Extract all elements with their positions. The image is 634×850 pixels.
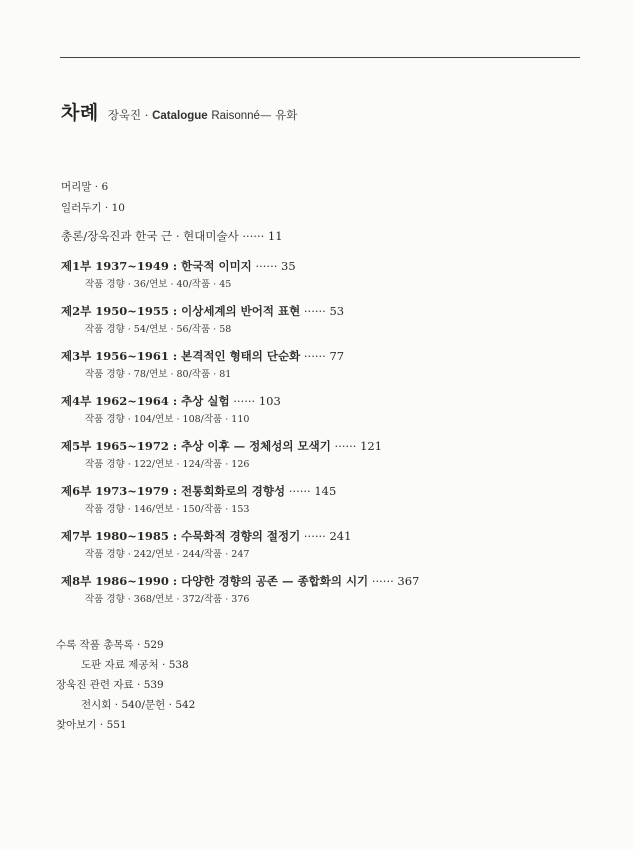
front-matter: [61, 177, 125, 219]
part-page: ······ 53: [303, 304, 345, 318]
credits-entry: 도판 자료 제공처 · 538: [81, 659, 189, 671]
author-name: 장욱진 ·: [107, 108, 149, 122]
part-page: ······ 77: [303, 349, 345, 363]
part-page: ······ 121: [334, 439, 383, 453]
materials-entry: 장욱진 관련 자료 · 539: [56, 679, 164, 691]
part-entry: [61, 301, 419, 346]
catalog-entry: 수록 작품 총목록 · 529: [56, 639, 164, 651]
back-matter: [56, 635, 195, 735]
part-entry: [61, 481, 419, 526]
part-page: ······ 145: [288, 484, 337, 498]
part-page: ······ 103: [233, 394, 281, 408]
part-title: 제4부 1962~1964 : 추상 실험: [61, 394, 230, 408]
part-entry: [61, 346, 419, 391]
front-matter-item: 머리말 · 6: [61, 181, 109, 193]
toc-subtitle: [108, 108, 298, 122]
part-subentries: 작품 경향 · 54/연보 · 56/작품 · 58: [85, 324, 232, 335]
part-subentries: 작품 경향 · 368/연보 · 372/작품 · 376: [85, 594, 250, 605]
subtitle-suffix: — 유화: [259, 108, 298, 122]
overview-entry: 총론/장욱진과 한국 근 · 현대미술사 ······ 11: [61, 229, 283, 243]
part-subentries: 작품 경향 · 36/연보 · 40/작품 · 45: [85, 279, 232, 290]
part-page: ······ 367: [371, 574, 420, 588]
part-page: ······ 35: [255, 259, 296, 273]
part-entry: [61, 391, 419, 436]
part-title: 제5부 1965~1972 : 추상 이후 — 정체성의 모색기: [61, 439, 331, 453]
toc-title: 차례: [61, 102, 99, 124]
raisonne-word: Raisonné: [211, 110, 260, 122]
part-title: 제8부 1986~1990 : 다양한 경향의 공존 — 종합화의 시기: [61, 574, 369, 588]
part-title: 제2부 1950~1955 : 이상세계의 반어적 표현: [61, 304, 301, 318]
part-title: 제1부 1937~1949 : 한국적 이미지: [61, 259, 252, 273]
part-subentries: 작품 경향 · 104/연보 · 108/작품 · 110: [85, 414, 250, 425]
part-entry: [61, 436, 419, 481]
catalogue-word: Catalogue: [152, 110, 208, 122]
part-subentries: 작품 경향 · 242/연보 · 244/작품 · 247: [85, 549, 250, 560]
part-subentries: 작품 경향 · 146/연보 · 150/작품 · 153: [85, 504, 250, 515]
part-subentries: 작품 경향 · 78/연보 · 80/작품 · 81: [85, 369, 232, 380]
top-rule: [60, 57, 580, 58]
part-entry: [61, 256, 419, 301]
part-entry: [61, 526, 419, 571]
part-page: ······ 241: [303, 529, 352, 543]
index-entry: 찾아보기 · 551: [56, 719, 127, 731]
part-title: 제7부 1980~1985 : 수묵화적 경향의 절정기: [61, 529, 301, 543]
exhibitions-entry: 전시회 · 540/문헌 · 542: [81, 699, 196, 711]
part-subentries: 작품 경향 · 122/연보 · 124/작품 · 126: [85, 459, 250, 470]
parts-list: [61, 256, 419, 616]
part-title: 제6부 1973~1979 : 전통회화로의 경향성: [61, 484, 286, 498]
part-entry: [61, 571, 419, 616]
front-matter-item: 일러두기 · 10: [61, 202, 125, 214]
part-title: 제3부 1956~1961 : 본격적인 형태의 단순화: [61, 349, 301, 363]
toc-heading: [61, 98, 297, 125]
